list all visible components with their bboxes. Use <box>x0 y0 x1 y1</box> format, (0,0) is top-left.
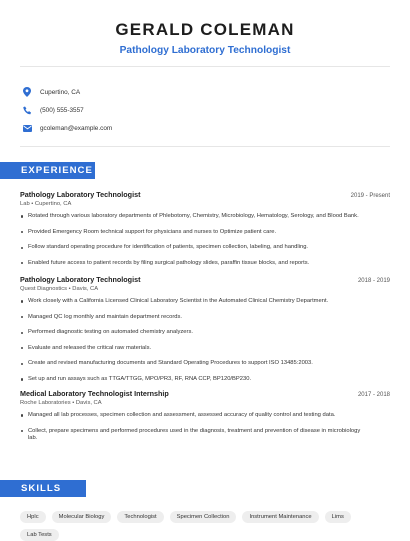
job-entry-1 <box>20 190 390 267</box>
job-title: Medical Laboratory Technologist Internship <box>20 389 169 398</box>
bullet: Set up and run assays such as TTGA/TTGG, MPO/PR3, RF, RNA CCP, BP120/BP230. <box>20 376 390 383</box>
skill-chip: Technologist <box>117 511 163 523</box>
job-company: Quest Diagnostics • Davis, CA <box>20 286 99 292</box>
phone-icon <box>22 105 32 115</box>
candidate-title: Pathology Laboratory Technologist <box>119 45 291 56</box>
bullet: Evaluate and released the critical raw materials. <box>20 345 390 352</box>
contact-phone-text: (500) 555-3557 <box>40 106 84 114</box>
bullet: Managed QC log monthly and maintain department records. <box>20 314 390 321</box>
skill-chip: Specimen Collection <box>170 511 237 523</box>
contact-email <box>22 119 112 137</box>
skill-chip: Lims <box>325 511 351 523</box>
skill-chip: Hplc <box>20 511 46 523</box>
email-icon <box>22 123 32 133</box>
contact-list <box>22 83 112 137</box>
contact-location-text: Cupertino, CA <box>40 88 81 96</box>
job-company: Lab • Cupertino, CA <box>20 201 72 207</box>
job-bullets <box>20 298 390 383</box>
bullet: Performed diagnostic testing on automated chemistry analyzers. <box>20 329 390 336</box>
job-entry-3 <box>20 389 390 442</box>
contact-email-text: gcoleman@example.com <box>40 124 113 132</box>
skills-heading: SKILLS <box>0 480 86 497</box>
bullet: Follow standard operating procedure for identification of patients, specimen collection, labeling, and handling. <box>20 244 390 251</box>
bullet: Managed all lab processes, specimen collection and assessment, assessed accuracy of quality control and testing data. <box>20 412 390 419</box>
job-bullets <box>20 412 390 442</box>
skill-chip: Instrument Maintenance <box>242 511 318 523</box>
job-title: Pathology Laboratory Technologist <box>20 190 141 199</box>
skill-chip: Molecular Biology <box>52 511 112 523</box>
resume-header <box>0 0 410 56</box>
job-title: Pathology Laboratory Technologist <box>20 275 141 284</box>
bullet: Enabled future access to patient records by filing surgical pathology slides, paraffin tissue blocks, and reports. <box>20 260 390 267</box>
job-dates: 2017 - 2018 <box>357 392 390 398</box>
bullet: Provided Emergency Room technical support for physicians and nurses to Optimize patient care. <box>20 229 390 236</box>
job-dates: 2018 - 2019 <box>357 278 390 284</box>
header-divider <box>20 66 390 67</box>
bullet: Create and revised manufacturing documents and Standard Operating Procedures to support ISO 13485:2003. <box>20 360 390 367</box>
bullet: Collect, prepare specimens and performed procedures used in the diagnosis, treatment and prevention of disease in microbiology lab. <box>20 428 390 442</box>
job-entry-2 <box>20 275 390 383</box>
job-dates: 2019 - Present <box>350 193 390 199</box>
contact-divider <box>20 146 390 147</box>
skills-list <box>20 511 390 541</box>
job-bullets <box>20 213 390 267</box>
contact-location <box>22 83 112 101</box>
skill-chip: Lab Tests <box>20 529 59 541</box>
candidate-name: GERALD COLEMAN <box>115 20 295 39</box>
experience-heading: EXPERIENCE <box>0 162 95 179</box>
contact-phone <box>22 101 112 119</box>
job-company: Roche Laboratories • Davis, CA <box>20 400 102 406</box>
bullet: Work closely with a California Licensed Clinical Laboratory Scientist in the Automated Clinical Chemistry Department. <box>20 298 390 305</box>
bullet: Rotated through various laboratory departments of Phlebotomy, Chemistry, Microbiology, Hematology, Serology, and Blood Bank. <box>20 213 390 220</box>
location-pin-icon <box>22 87 32 97</box>
